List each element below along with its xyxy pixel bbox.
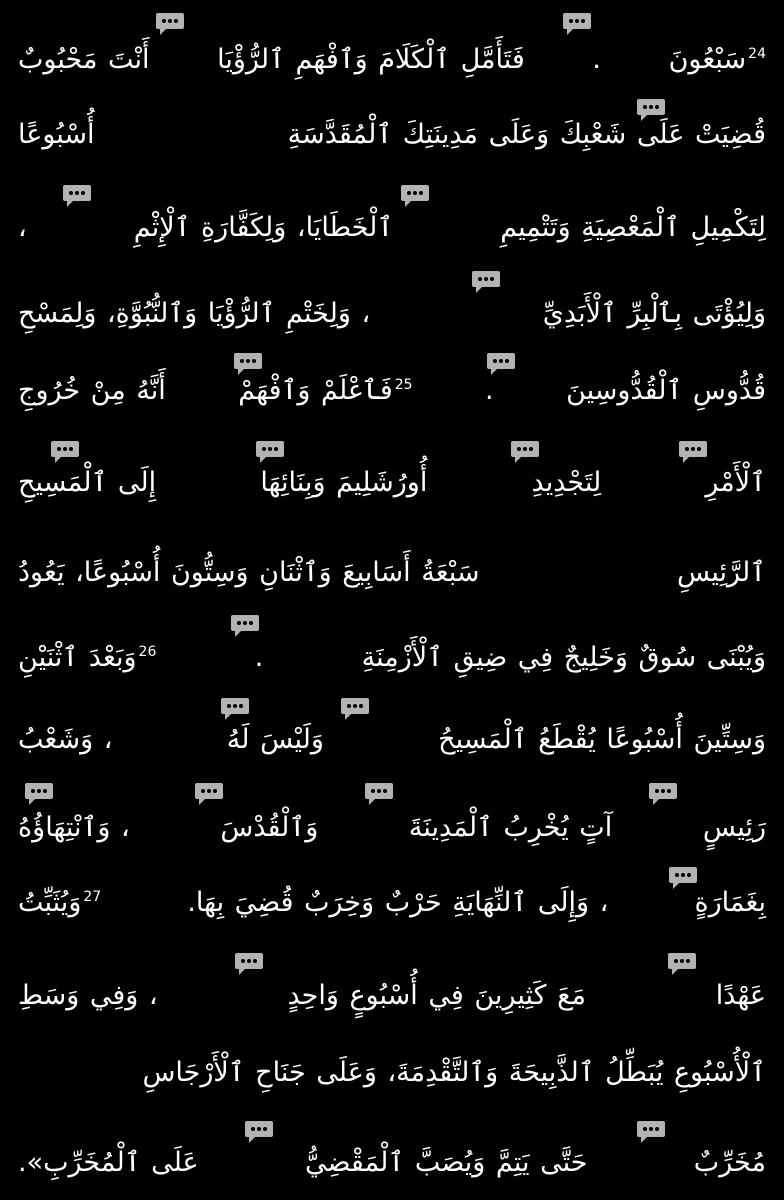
text-segment: ٱلْأُسْبُوعِ يُبَطِّلُ ٱلذَّبِيحَةَ وَٱلتَّقْدِمَةَ، وَعَلَى جَنَاحِ ٱلْأَرْجَاسِ (142, 1057, 766, 1088)
text-segment: ، (18, 212, 27, 243)
speech-bubble-icon[interactable] (194, 782, 224, 806)
verse-number: 24 (748, 46, 766, 62)
speech-bubble-icon[interactable] (648, 782, 678, 806)
verse-line (18, 294, 766, 334)
speech-bubble-icon[interactable] (244, 1120, 274, 1144)
speech-bubble-icon[interactable] (636, 1120, 666, 1144)
text-segment: وَلَيْسَ لَهُ (226, 724, 324, 755)
speech-bubble-icon[interactable] (340, 697, 370, 721)
text-segment: إِلَى ٱلْمَسِيحِ (18, 467, 157, 498)
text-segment: أُسْبُوعًا (18, 119, 95, 150)
verse-number: 27 (83, 889, 102, 905)
speech-bubble-icon[interactable] (50, 440, 80, 464)
speech-bubble-icon[interactable] (400, 184, 430, 208)
text-segment: وَيُبْنَى سُوقٌ وَخَلِيجٌ فِي ضِيقِ ٱلْأَزْمِنَةِ (361, 642, 766, 673)
text-segment: مُخَرِّبٌ (693, 1147, 766, 1178)
text-segment: مَعَ كَثِيرِينَ فِي أُسْبُوعٍ وَاحِدٍ (287, 980, 586, 1011)
text-segment: ، وَفِي وَسَطِ (18, 980, 158, 1011)
text-segment: أَنَّهُ مِنْ خُرُوجِ (18, 375, 166, 406)
text-segment: وَلِيُؤْتَى بِٱلْبِرِّ ٱلْأَبَدِيِّ (542, 298, 766, 329)
speech-bubble-icon[interactable] (233, 352, 263, 376)
text-segment: ، وَشَعْبُ (18, 724, 113, 755)
text-segment: وَٱلْقُدْسَ (220, 812, 319, 843)
text-segment: فَتَأَمَّلِ ٱلْكَلَامَ وَٱفْهَمِ ٱلرُّؤْيَا (217, 44, 525, 75)
speech-bubble-icon[interactable] (364, 782, 394, 806)
text-segment: رَئِيسٍ (702, 812, 766, 843)
text-segment: عَلَى ٱلْمُخَرِّبِ». (18, 1147, 199, 1178)
text-segment: . (592, 44, 601, 75)
text-segment: ٱلْخَطَايَا، وَلِكَفَّارَةِ ٱلْإِثْمِ (133, 212, 394, 243)
text-segment: آتٍ يُخْرِبُ ٱلْمَدِينَةَ (408, 812, 613, 843)
speech-bubble-icon[interactable] (562, 12, 592, 36)
text-segment: سَبْعَةُ أَسَابِيعَ وَٱثْنَانِ وَسِتُّونَ أُسْبُوعًا، يَعُودُ (18, 557, 480, 588)
verse-line (18, 371, 766, 411)
text-segment: ٱلْأَمْرِ (705, 467, 766, 498)
text-segment: . (254, 642, 264, 673)
verse-line (18, 720, 766, 760)
verse-line (18, 553, 766, 593)
text-segment: وَسِتِّينَ أُسْبُوعًا يُقْطَعُ ٱلْمَسِيحُ (438, 724, 766, 755)
verse-number: 26 (138, 644, 157, 660)
text-segment: أَنْتَ مَحْبُوبٌ (18, 44, 150, 75)
text-segment: قُدُّوسِ ٱلْقُدُّوسِينَ (566, 375, 766, 406)
verse-line (18, 976, 766, 1016)
verse-line (18, 638, 766, 678)
text-segment: $^{24}$سَبْعُونَ (668, 44, 766, 75)
text-segment: $^{27}$وَيُثَبِّتُ (18, 887, 102, 918)
text-segment: قُضِيَتْ عَلَى شَعْبِكَ وَعَلَى مَدِينَتِكَ ٱلْمُقَدَّسَةِ (287, 119, 766, 150)
speech-bubble-icon[interactable] (255, 440, 285, 464)
verse-line (18, 1143, 766, 1183)
speech-bubble-icon[interactable] (636, 98, 666, 122)
text-segment: ، وَإِلَى ٱلنِّهَايَةِ حَرْبٌ وَخِرَبٌ قُضِيَ بِهَا. (187, 887, 609, 918)
speech-bubble-icon[interactable] (234, 952, 264, 976)
text-segment: ، وَٱنْتِهَاؤُهُ (18, 812, 130, 843)
speech-bubble-icon[interactable] (62, 184, 92, 208)
text-segment: $^{25}$فَٱعْلَمْ وَٱفْهَمْ (238, 375, 413, 406)
speech-bubble-icon[interactable] (486, 352, 516, 376)
text-segment: أُورُشَلِيمَ وَبِنَائِهَا (260, 467, 428, 498)
verse-line (18, 40, 766, 80)
verse-line (18, 808, 766, 848)
text-segment: لِتَكْمِيلِ ٱلْمَعْصِيَةِ وَتَتْمِيمِ (500, 212, 766, 243)
speech-bubble-icon[interactable] (24, 782, 54, 806)
verse-number: 25 (394, 377, 413, 393)
speech-bubble-icon[interactable] (471, 270, 501, 294)
verse-line (18, 883, 766, 923)
verse-line (18, 463, 766, 503)
text-segment: $^{26}$وَبَعْدَ ٱثْنَيْنِ (18, 642, 157, 673)
text-segment: حَتَّى يَتِمَّ وَيُصَبَّ ٱلْمَقْضِيُّ (305, 1147, 588, 1178)
text-segment: ٱلرَّئِيسِ (676, 557, 766, 588)
speech-bubble-icon[interactable] (667, 952, 697, 976)
speech-bubble-icon[interactable] (668, 866, 698, 890)
text-segment: . (485, 375, 494, 406)
verse-line (18, 1053, 766, 1093)
speech-bubble-icon[interactable] (155, 12, 185, 36)
text-segment: عَهْدًا (715, 980, 766, 1011)
speech-bubble-icon[interactable] (230, 614, 260, 638)
verse-line (18, 208, 766, 248)
speech-bubble-icon[interactable] (510, 440, 540, 464)
speech-bubble-icon[interactable] (678, 440, 708, 464)
text-segment: ، وَلِخَتْمِ ٱلرُّؤْيَا وَٱلنُّبُوَّةِ، وَلِمَسْحِ (18, 298, 371, 329)
speech-bubble-icon[interactable] (220, 697, 250, 721)
text-segment: لِتَجْدِيدِ (531, 467, 602, 498)
text-segment: بِغَمَارَةٍ (694, 887, 766, 918)
